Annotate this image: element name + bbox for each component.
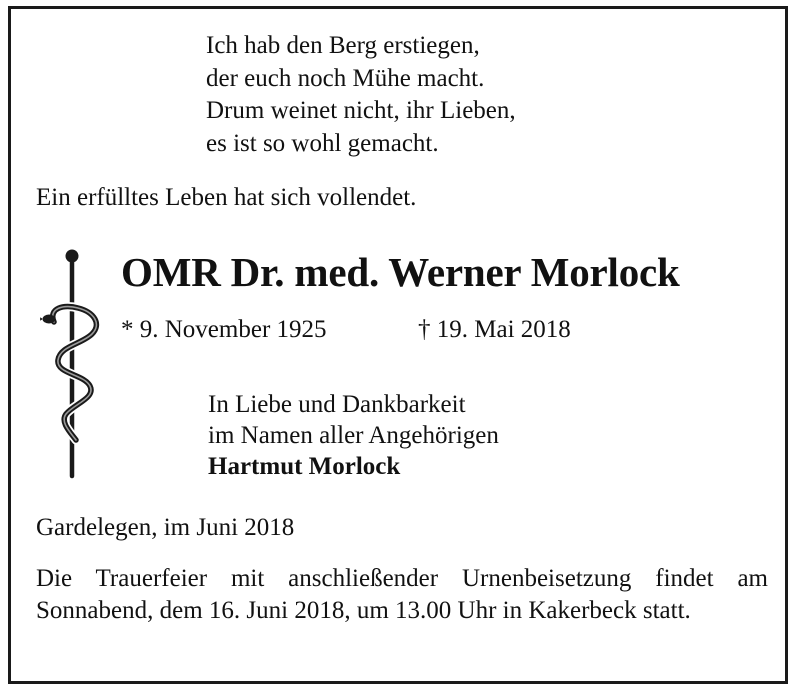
poem-line: der euch noch Mühe macht. [206, 64, 485, 92]
birth-date: * 9. November 1925 [121, 316, 327, 343]
deceased-name: OMR Dr. med. Werner Morlock [121, 249, 680, 295]
poem-line: es ist so wohl gemacht. [206, 129, 439, 157]
poem-line: Ich hab den Berg erstiegen, [206, 32, 480, 59]
poem-line: Drum weinet nicht, ihr Lieben, [206, 97, 516, 124]
signoff-line: In Liebe und Dankbarkeit [208, 391, 466, 418]
signer-name: Hartmut Morlock [208, 453, 401, 480]
ceremony-info: Die Trauerfeier mit anschließender Urnenbeisetzung findet am Sonnabend, dem 16. Juni 2018, um 13.00 Uhr in Kakerbeck statt. [36, 565, 768, 624]
death-date: † 19. Mai 2018 [418, 316, 571, 343]
place-date: Gardelegen, im Juni 2018 [36, 514, 295, 541]
signoff [208, 389, 499, 482]
intro-text: Ein erfülltes Leben hat sich vollendet. [36, 184, 417, 211]
signoff-line: im Namen aller Angehörigen [208, 422, 499, 449]
poem [206, 30, 516, 160]
staff-of-asclepius-icon [40, 248, 110, 480]
